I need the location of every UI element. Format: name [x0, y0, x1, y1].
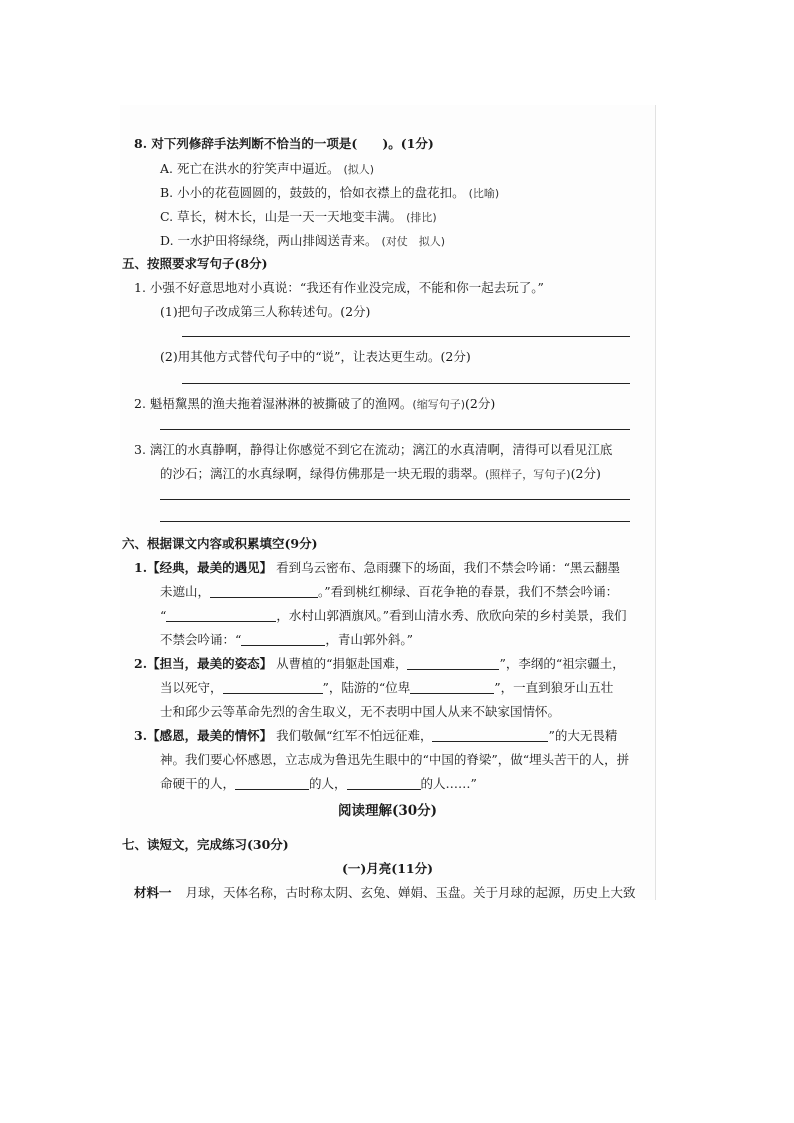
text: 不禁会吟诵：“: [160, 632, 242, 647]
passage-title: (一)月亮(11分): [341, 861, 434, 876]
fill-blank[interactable]: [223, 680, 323, 694]
s6-q1-number: 1.: [134, 560, 148, 575]
s6-q2-number: 2.: [134, 656, 148, 671]
handwritten-note: (拟人): [343, 163, 375, 176]
s5-q3-score: (2分): [570, 466, 601, 481]
answer-line[interactable]: [160, 499, 630, 500]
s6-q2-line3: 士和邱少云等革命先烈的舍生取义，无不表明中国人从来不缺家国情怀。: [160, 704, 561, 719]
text: 当以死守，: [160, 680, 223, 695]
q8-option-d: [160, 232, 445, 251]
answer-line[interactable]: [182, 336, 630, 337]
s6-q1-line3: [160, 607, 627, 625]
option-text: A. 死亡在洪水的狞笑声中逼近。: [160, 161, 340, 176]
section-7-heading: 七、读短文，完成练习(30分): [122, 837, 289, 852]
text: “: [160, 608, 167, 623]
handwritten-note: (排比): [406, 211, 437, 224]
text: 的人，: [309, 776, 347, 791]
section-5-heading: 五、按照要求写句子(8分): [122, 256, 268, 271]
s5-q2: [134, 395, 495, 414]
s5-q1-stem: 1. 小强不好意思地对小真说：“我还有作业没完成，不能和你一起去玩了。”: [134, 280, 544, 295]
s6-q1-line1: [134, 559, 620, 577]
section-6-heading: 六、根据课文内容或积累填空(9分): [122, 536, 318, 551]
s6-q3-line1: [134, 727, 617, 745]
text: ，青山郭外斜。”: [325, 632, 414, 647]
s6-q3-tag: 【感恩，最美的情怀】: [147, 728, 273, 743]
fill-blank[interactable]: [166, 608, 276, 622]
text: ，水村山郭酒旗风。”看到山清水秀、欣欣向荣的乡村美景，我们: [276, 608, 627, 623]
s6-q3-line3: [160, 775, 477, 793]
s5-q3-line1: 3. 漓江的水真静啊，静得让你感觉不到它在流动；漓江的水真清啊，清得可以看见江底: [134, 442, 613, 457]
q8-stem: 8. 对下列修辞手法判断不恰当的一项是( )。(1分): [134, 136, 434, 151]
s5-q3-text: 的沙石；漓江的水真绿啊，绿得仿佛那是一块无瑕的翡翠。: [160, 466, 486, 481]
option-text: D. 一水护田将绿绕，两山排闼送青来。: [160, 233, 378, 248]
fill-blank[interactable]: [235, 776, 309, 790]
handwritten-note: (对仗 拟人): [381, 235, 446, 248]
s5-q2-score: (2分): [465, 396, 496, 411]
answer-line[interactable]: [182, 383, 630, 384]
s6-q3-number: 3.: [134, 728, 148, 743]
s5-q1-part1: (1)把句子改成第三人称转述句。(2分): [160, 304, 371, 319]
s6-q1-line4: [160, 631, 413, 649]
s5-q1-part2: (2)用其他方式替代句子中的“说”，让表达更生动。(2分): [160, 349, 471, 364]
s6-q1-tag: 【经典，最美的遇见】: [147, 560, 273, 575]
fill-blank[interactable]: [241, 632, 325, 646]
q8-option-a: [160, 160, 374, 179]
text: 命硬干的人，: [160, 776, 236, 791]
text: ”，陆游的“位卑: [322, 680, 411, 695]
text: 。”看到桃红柳绿、百花争艳的春景，我们不禁会吟诵：: [318, 584, 619, 599]
q8-option-b: [160, 184, 499, 203]
exam-page: [120, 105, 656, 900]
fill-blank[interactable]: [410, 680, 494, 694]
answer-line[interactable]: [160, 429, 630, 430]
s5-q3-line2: [160, 465, 601, 484]
s6-q3-line2: 神。我们要心怀感恩，立志成为鲁迅先生眼中的“中国的脊梁”，做“埋头苦干的人，拼: [160, 752, 630, 767]
text: 未遮山，: [160, 584, 211, 599]
fill-blank[interactable]: [347, 776, 421, 790]
handwritten-note: (缩写句子): [412, 398, 465, 411]
text: 我们敬佩“红军不怕远征难，: [276, 728, 433, 743]
option-text: B. 小小的花苞圆圆的，鼓鼓的，恰如衣襟上的盘花扣。: [160, 185, 465, 200]
reading-section-title: 阅读理解(30分): [337, 803, 438, 819]
material-1-line: [134, 884, 636, 902]
option-text: C. 草长，树木长，山是一天一天地变丰满。: [160, 209, 403, 224]
fill-blank[interactable]: [432, 728, 548, 742]
handwritten-note: (比喻): [468, 187, 500, 200]
text: ”，李纲的“祖宗疆土，: [499, 656, 625, 671]
s6-q2-line2: [160, 679, 613, 697]
s6-q2-tag: 【担当，最美的姿态】: [147, 656, 273, 671]
s6-q1-text: 看到乌云密布、急雨骤下的场面，我们不禁会吟诵：“黑云翻墨: [276, 560, 620, 575]
text: ”的大无畏精: [548, 728, 618, 743]
answer-line[interactable]: [160, 521, 630, 522]
material-text: 月球，天体名称，古时称太阴、玄兔、婵娟、玉盘。关于月球的起源，历史上大致: [185, 885, 636, 900]
s6-q2-line1: [134, 655, 625, 673]
fill-blank[interactable]: [407, 656, 499, 670]
material-label: 材料一: [134, 885, 172, 900]
text: 从曹植的“捐躯赴国难，: [276, 656, 408, 671]
text: ”，一直到狼牙山五壮: [494, 680, 614, 695]
fill-blank[interactable]: [210, 584, 318, 598]
s6-q1-line2: [160, 583, 618, 601]
handwritten-note: (照样子，写句子): [485, 468, 571, 481]
s5-q2-text: 2. 魁梧黧黑的渔夫拖着湿淋淋的被撕破了的渔网。: [134, 396, 413, 411]
text: 的人……”: [420, 776, 477, 791]
q8-option-c: [160, 208, 437, 227]
